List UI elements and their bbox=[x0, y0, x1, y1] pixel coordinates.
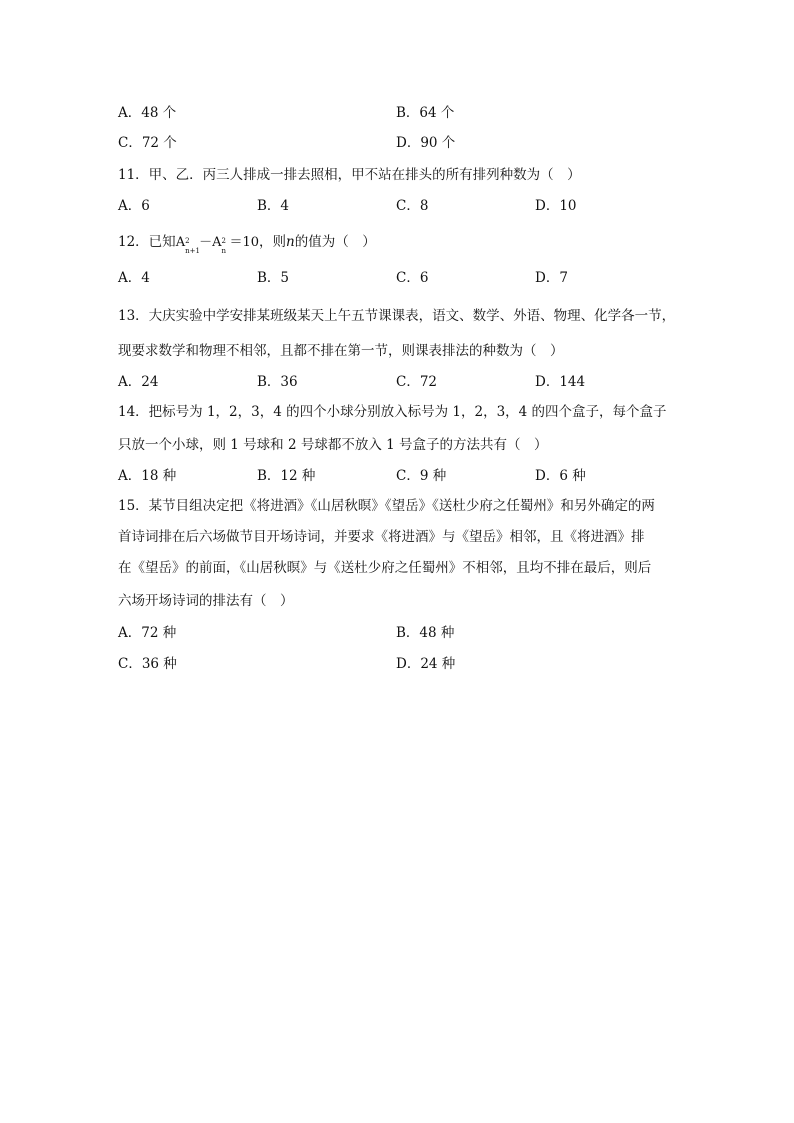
q10-option-a: A．48 个 bbox=[118, 105, 177, 121]
q15-stem-line3: 在《望岳》的前面，《山居秋暝》与《送杜少府之任蜀州》不相邻，且均不排在最后，则后 bbox=[118, 560, 652, 576]
q13-option-c: C．72 bbox=[396, 374, 438, 390]
q14-option-c: C．9 种 bbox=[396, 468, 447, 484]
q15-option-d: D．24 种 bbox=[396, 656, 456, 672]
q12-option-a: A．4 bbox=[118, 270, 150, 286]
q15-option-c: C．36 种 bbox=[118, 656, 177, 672]
q15-stem-line2: 首诗词排在后六场做节目开场诗词，并要求《将进酒》与《望岳》相邻，且《将进酒》排 bbox=[118, 529, 645, 545]
q13-option-b: B．36 bbox=[257, 374, 298, 390]
q12-suffix2: 的值为（ ） bbox=[294, 234, 376, 250]
q12-option-c: C．6 bbox=[396, 270, 429, 286]
q14-option-b: B．12 种 bbox=[257, 468, 316, 484]
q15-stem-line1: 15．某节目组决定把《将进酒》《山居秋暝》《望岳》《送杜少府之任蜀州》和另外确定的两 bbox=[118, 498, 655, 514]
q10-option-b: B．64 个 bbox=[396, 105, 455, 121]
q14-stem-line2: 只放一个小球，则 1 号球和 2 号球都不放入 1 号盒子的方法共有（ ） bbox=[118, 437, 548, 453]
q15-option-b: B．48 种 bbox=[396, 625, 455, 641]
q13-stem-line1: 13．大庆实验中学安排某班级某天上午五节课课表，语文、数学、外语、物理、化学各一节， bbox=[118, 308, 676, 324]
q11-option-b: B．4 bbox=[257, 198, 290, 214]
q14-option-a: A．18 种 bbox=[118, 468, 177, 484]
q12-option-d: D．7 bbox=[535, 270, 568, 286]
q14-option-d: D．6 种 bbox=[535, 468, 586, 484]
q15-option-a: A．72 种 bbox=[118, 625, 177, 641]
q12-option-b: B．5 bbox=[257, 270, 290, 286]
q10-option-c: C．72 个 bbox=[118, 135, 177, 151]
q14-stem-line1: 14．把标号为 1，2，3，4 的四个小球分别放入标号为 1，2，3，4 的四个盒子，每个盒子 bbox=[118, 404, 667, 420]
q10-option-d: D．90 个 bbox=[396, 135, 456, 151]
q13-option-a: A．24 bbox=[118, 374, 159, 390]
q12-stem bbox=[118, 233, 376, 255]
q15-stem-line4: 六场开场诗词的排法有（ ） bbox=[118, 593, 294, 609]
q11-option-c: C．8 bbox=[396, 198, 429, 214]
q12-suffix: ，则 bbox=[259, 234, 287, 250]
q11-stem: 11．甲、乙．丙三人排成一排去照相，甲不站在排头的所有排列种数为（ ） bbox=[118, 167, 581, 183]
q12-var: n bbox=[286, 234, 295, 250]
q13-stem-line2: 现要求数学和物理不相邻，且都不排在第一节，则课表排法的种数为（ ） bbox=[118, 343, 564, 359]
q11-option-d: D．10 bbox=[535, 198, 577, 214]
q13-option-d: D．144 bbox=[535, 374, 586, 390]
q12-prefix: 12．已知 bbox=[118, 234, 176, 250]
q12-formula: A 2 n+1 －A 2 n ＝10 bbox=[175, 235, 260, 255]
q11-option-a: A．6 bbox=[118, 198, 150, 214]
